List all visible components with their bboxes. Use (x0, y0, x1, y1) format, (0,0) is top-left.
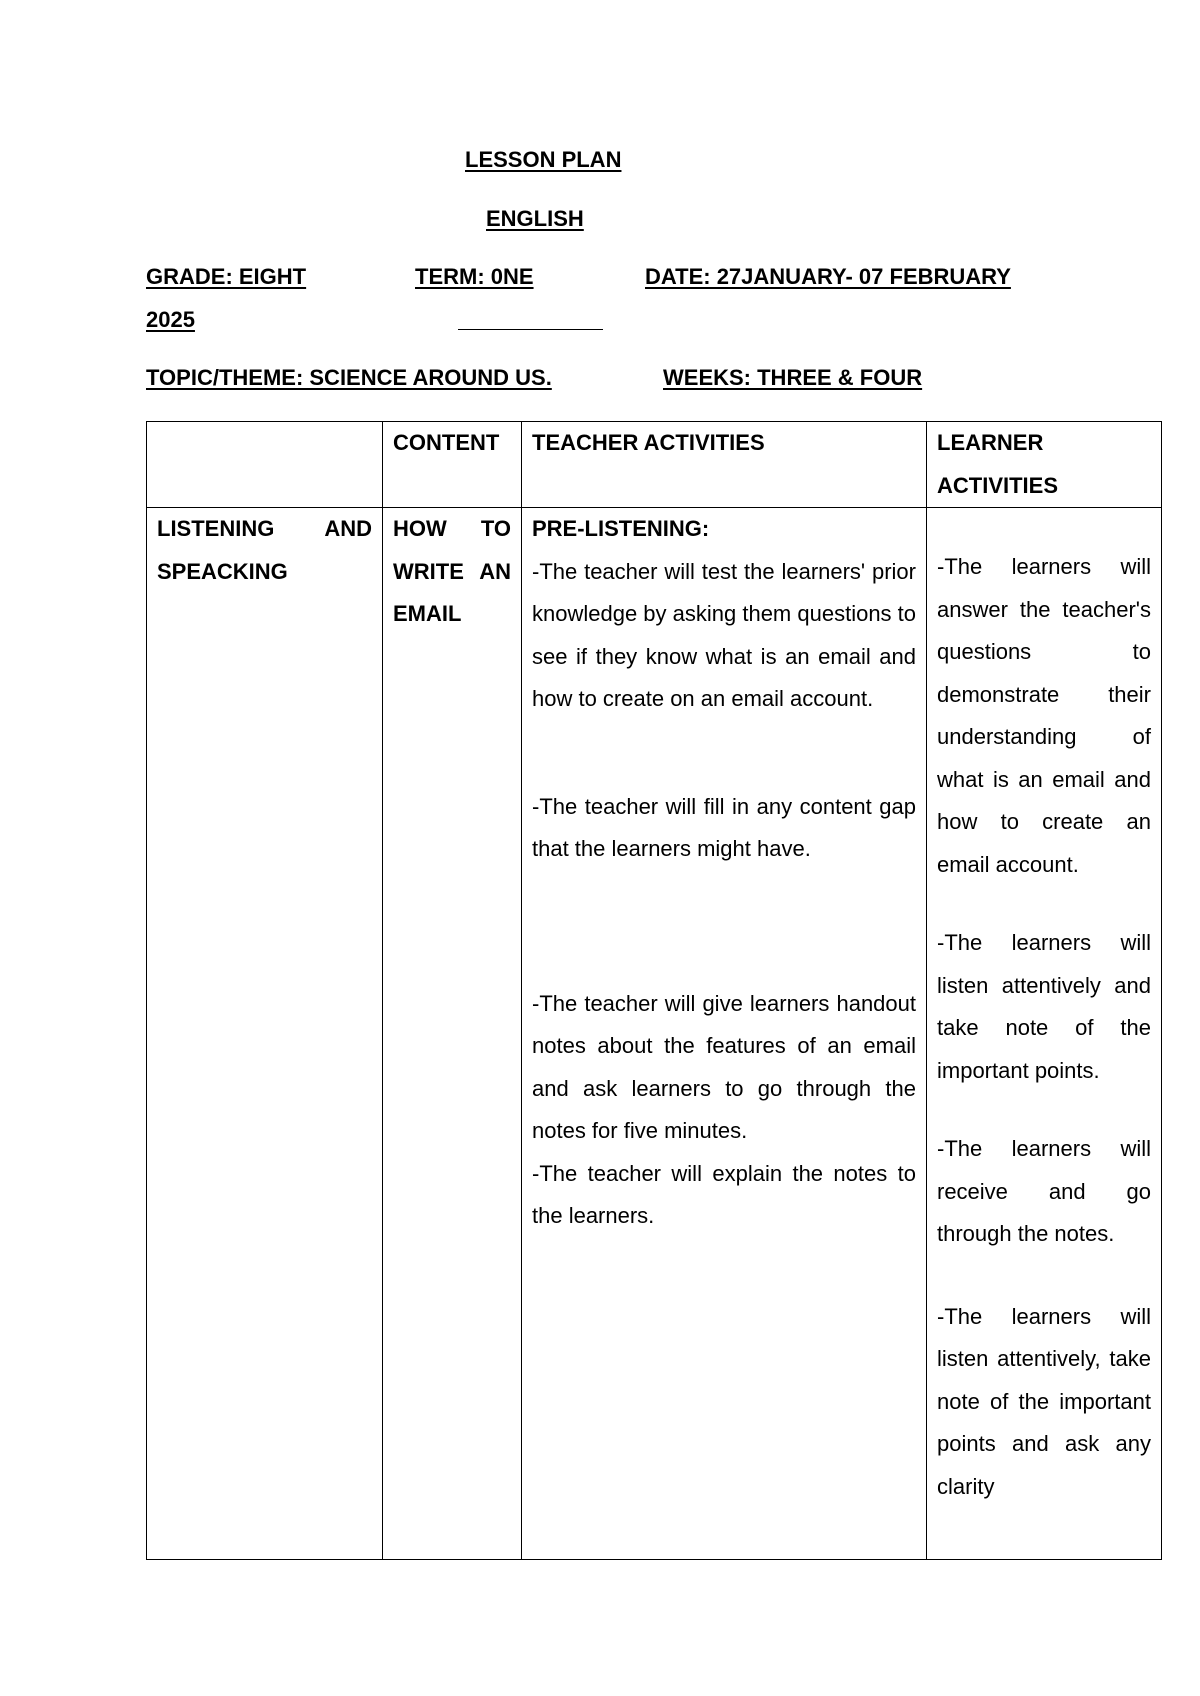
teacher-activity-2: -The teacher will fill in any content gap that the learners might have. (532, 793, 916, 861)
learner-activity-3: -The learners will receive and go through the notes. (937, 1136, 1151, 1246)
column-header-strand (147, 422, 383, 508)
topic-label: TOPIC/THEME: SCIENCE AROUND US. (146, 365, 552, 390)
blank-underline (458, 329, 603, 330)
date-label: DATE: 27JANUARY- 07 FEBRUARY (645, 264, 1011, 289)
grade-label: GRADE: EIGHT (146, 264, 307, 289)
lesson-plan-table (146, 421, 1162, 1560)
page-title: LESSON PLAN (465, 147, 622, 172)
subject-heading: ENGLISH (486, 206, 584, 231)
term-label: TERM: 0NE (415, 264, 534, 289)
column-header-learner-activities: LEARNER ACTIVITIES (927, 422, 1162, 508)
teacher-activities-cell (522, 508, 927, 1560)
learner-activities-cell (927, 508, 1162, 1560)
learner-activity-4: -The learners will listen attentively, take note of the important points and ask any clarity (937, 1303, 1151, 1499)
column-header-content: CONTENT (383, 422, 522, 508)
teacher-activity-1: -The teacher will test the learners' prior knowledge by asking them questions to see if they know what is an email and how to create on an email account. (532, 558, 917, 711)
table-row (147, 508, 1162, 1560)
learner-activity-2: -The learners will listen attentively and take note of the important points. (937, 930, 1151, 1083)
year-label: 2025 (146, 307, 195, 332)
content-text: HOW TO WRITE AN EMAIL (393, 516, 511, 626)
teacher-activity-3: -The teacher will give learners handout notes about the features of an email and ask learners to go through the notes for five minutes. (532, 990, 916, 1143)
strand-text: LISTENING AND SPEACKING (157, 516, 372, 584)
weeks-label: WEEKS: THREE & FOUR (663, 365, 923, 390)
learner-activity-1: -The learners will answer the teacher's questions to demonstrate their understanding of what is an email and how to create an email account. (937, 554, 1151, 877)
content-cell (383, 508, 522, 1560)
teacher-section-heading: PRE-LISTENING: (532, 516, 710, 541)
strand-cell (147, 508, 383, 1560)
column-header-teacher-activities: TEACHER ACTIVITIES (522, 422, 927, 508)
teacher-activity-4: -The teacher will explain the notes to the learners. (532, 1160, 916, 1228)
table-header-row (147, 422, 1162, 508)
